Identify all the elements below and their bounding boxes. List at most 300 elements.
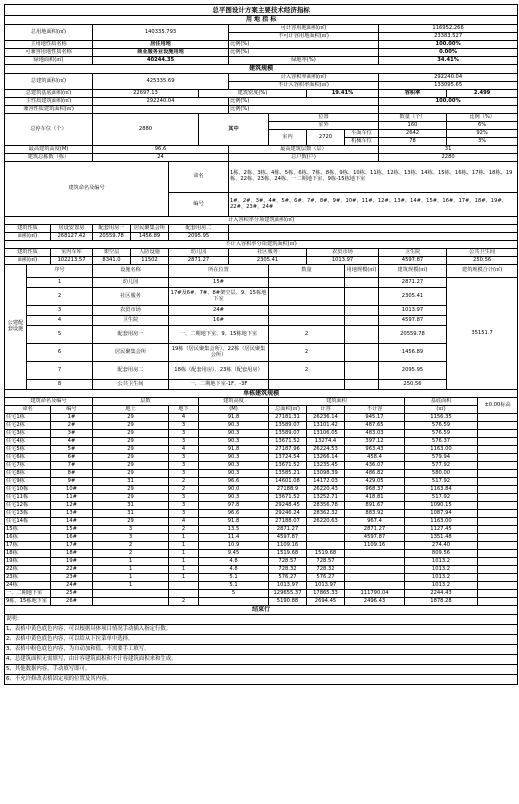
base-area: 1127.45 (405, 526, 478, 534)
nonfar-area: 418.81 (345, 494, 405, 502)
floors-below: 1 (169, 542, 199, 550)
elevation (478, 486, 518, 494)
facilities-col: 序号 (27, 265, 93, 278)
single-row (5, 518, 518, 526)
elevation (478, 502, 518, 510)
floors-below: 2 (169, 478, 199, 486)
nonfar-area: 458.4 (345, 454, 405, 462)
elevation (478, 582, 518, 590)
bldg-height: 11.4 (199, 534, 269, 542)
total-area: 728.57 (269, 558, 307, 566)
single-row (5, 430, 518, 438)
facilities-col: 所在位置 (169, 265, 269, 278)
max-height-label: 最高建筑高度(M) (5, 146, 93, 154)
total-area: 13585.21 (269, 470, 307, 478)
facility-land (345, 344, 379, 362)
floors-above: 2 (93, 550, 169, 558)
bldg-name: 一、二期地下室 (5, 590, 51, 598)
facility-location: 19栋（居民聚集会所）、22栋（居民聚集会所） (169, 344, 269, 362)
floors-below: 4 (169, 414, 199, 422)
naming-name-label: 命名 (169, 162, 229, 193)
bldg-no: 26# (51, 598, 93, 606)
far-area: 26236.14 (307, 414, 345, 422)
far-area: 13274.4 (307, 438, 345, 446)
far-area: 26220.63 (307, 518, 345, 526)
single-h2: 编号 (51, 406, 93, 414)
floors-above: 29 (93, 430, 169, 438)
floors-above: 2 (93, 542, 169, 550)
far-split-val: 20559.78 (93, 233, 131, 241)
nonfar-split-val: 8341.0 (93, 257, 131, 265)
far-area: 1013.97 (307, 582, 345, 590)
nonfar-area: 483.03 (345, 430, 405, 438)
land-b-value: 23383.527 (379, 33, 518, 41)
floors-below: 3 (169, 462, 199, 470)
parking-outdoor-ratio: 6% (447, 122, 518, 130)
naming-nums: 1#、2#、3#、4#、5#、6#、7#、8#、9#、10#、11#、12#、13#、14#、15#、16#、17#、18#、19#、22#、23#、24# (229, 193, 518, 217)
bldg-no: 24# (51, 582, 93, 590)
base-area-value: 22697.13 (93, 90, 199, 98)
facility-no: 8 (27, 380, 93, 390)
facility-name: 社区服务 (93, 288, 169, 306)
floors-below: 2 (169, 598, 199, 606)
max-floors-label: 最高建筑层数（层） (229, 146, 379, 154)
note-text: 4、总建筑面积无需填写，由计容建筑面积和不计容建筑面积来和生成。 (5, 655, 518, 665)
single-h1: 建筑面积 (269, 398, 405, 406)
parking-mech-label: 机械车位 (345, 138, 379, 146)
facility-land (345, 316, 379, 326)
compat-use-label: 兼容性质建筑面积(㎡) (5, 106, 93, 114)
bldg-name: 17栋 (5, 542, 51, 550)
facilities-col: 建筑规模合计(㎡) (447, 265, 518, 278)
single-row (5, 486, 518, 494)
far-area: 13101.42 (307, 422, 345, 430)
floors-above: 3 (93, 534, 169, 542)
far-split-col: 居民聚集会所 (131, 225, 169, 233)
bldg-no: 19# (51, 558, 93, 566)
facility-name: 幼儿园 (93, 278, 169, 288)
far-label: 容积率 (379, 90, 447, 98)
max-height-value: 96.6 (93, 146, 229, 154)
facilities-col: 建筑规模(㎡) (379, 265, 447, 278)
floors-below: 4 (169, 446, 199, 454)
bldg-no: 17# (51, 542, 93, 550)
parking-pos-header: 位置 (269, 114, 379, 122)
total-area: 27181.31 (269, 414, 307, 422)
floors-above: 1 (93, 558, 169, 566)
elevation (478, 542, 518, 550)
far-area: 26224.53 (307, 446, 345, 454)
base-area: 1351.48 (405, 534, 478, 542)
elevation (478, 446, 518, 454)
floors-below (169, 582, 199, 590)
bldg-height: 13.5 (199, 526, 269, 534)
bldg-name: 住宅5栋 (5, 446, 51, 454)
bldg-height: 5.1 (199, 574, 269, 582)
nonfar-split-val: 102213.57 (51, 257, 93, 265)
elevation (478, 478, 518, 486)
nonfar-area (345, 558, 405, 566)
households-label: 总户数(户) (229, 154, 379, 162)
note-text: 说明： (5, 615, 518, 625)
facility-location: 16# (169, 316, 269, 326)
total-area: 27188.9 (269, 486, 307, 494)
single-row (5, 526, 518, 534)
land-main-label: 主用地性质名称 (5, 41, 93, 49)
bldg-name: 住宅1栋 (5, 414, 51, 422)
building-header: 建筑规模 (5, 65, 518, 74)
single-row (5, 542, 518, 550)
floors-above: 29 (93, 422, 169, 430)
single-row (5, 590, 518, 598)
far-split-col: 建筑性质 (5, 225, 51, 233)
single-h2: 不计容 (345, 406, 405, 414)
nonfar-split-val: 面积(㎡) (5, 257, 51, 265)
bldg-height: 90.0 (199, 486, 269, 494)
floors-below: 2 (169, 486, 199, 494)
single-row (5, 510, 518, 518)
single-row (5, 446, 518, 454)
bldg-name: 住宅14栋 (5, 518, 51, 526)
bldg-height: 4.8 (199, 558, 269, 566)
far-area: 17865.33 (307, 590, 345, 598)
single-row (5, 582, 518, 590)
floors-above: 29 (93, 470, 169, 478)
floors-below (169, 590, 199, 598)
bldg-height: 91.8 (199, 414, 269, 422)
floors-below: 3 (169, 502, 199, 510)
bldg-name: 住宅13栋 (5, 510, 51, 518)
nonfar-split-col: 社区服务 (229, 249, 307, 257)
floors-below: 3 (169, 438, 199, 446)
base-area: 580.00 (405, 470, 478, 478)
base-area: 1163.00 (405, 446, 478, 454)
far-split-col: 配套用房一 (93, 225, 131, 233)
nonfar-split-val: 2305.41 (229, 257, 307, 265)
single-row (5, 558, 518, 566)
far-area-label: 计入容积率面积(㎡) (229, 74, 379, 82)
note-text: 1、表格中黄色底色内容，可以根据具体项目情况手动插入指定行数。 (5, 625, 518, 635)
nonfar-split-col: 农贸市场 (307, 249, 379, 257)
land-header: 用 地 指 标 (5, 16, 518, 25)
facility-qty (269, 278, 345, 288)
bldg-height: 90.3 (199, 462, 269, 470)
single-h1: 建筑高度 (199, 398, 269, 406)
bldg-height: 10.9 (199, 542, 269, 550)
bldg-height: 4.8 (199, 566, 269, 574)
facility-qty: 2 (269, 362, 345, 380)
floors-above: 29 (93, 462, 169, 470)
parking-mech-count: 78 (379, 138, 447, 146)
far-area: 13235.45 (307, 462, 345, 470)
nonfar-area: 968.37 (345, 486, 405, 494)
bldg-height: 91.8 (199, 446, 269, 454)
bldg-no: 4# (51, 438, 93, 446)
total-area: 728.32 (269, 566, 307, 574)
single-row (5, 454, 518, 462)
bldg-height: 96.6 (199, 510, 269, 518)
base-area: 1013.2 (405, 558, 478, 566)
total-area: 13671.52 (269, 494, 307, 502)
land-compat-ratio-label: 比例(%) (229, 49, 379, 57)
elevation (478, 590, 518, 598)
far-area: 13252.71 (307, 494, 345, 502)
bldg-height: 96.6 (199, 478, 269, 486)
facility-location: 18栋（配套用房）、23栋（配套用房） (169, 362, 269, 380)
single-h2: (㎡) (405, 406, 478, 414)
bldg-name: 19栋 (5, 558, 51, 566)
total-area: 27187.96 (269, 446, 307, 454)
far-area: 28356.78 (307, 502, 345, 510)
end-row: 结束行 (5, 606, 518, 615)
land-a-value: 116952.266 (379, 25, 518, 33)
far-area: 2694.45 (307, 598, 345, 606)
far-split-val: 1456.89 (131, 233, 169, 241)
single-row (5, 438, 518, 446)
far-split-header: 计入容积率分项建筑面积(㎡) (5, 217, 518, 225)
land-main-ratio-label: 比例(%) (229, 41, 379, 49)
nonfar-area: 1109.16 (345, 542, 405, 550)
far-area: 26220.43 (307, 486, 345, 494)
facility-location: 15# (169, 278, 269, 288)
main-use-label: 主性质建筑面积(㎡) (5, 98, 93, 106)
bldg-height (199, 598, 269, 606)
total-buildings-label: 建筑总栋数（栋） (5, 154, 93, 162)
parking-count-header: 数量（个） (379, 114, 447, 122)
notes (5, 615, 518, 685)
bldg-height: 5.1 (199, 582, 269, 590)
floors-below: 3 (169, 494, 199, 502)
floors-above: 31 (93, 502, 169, 510)
naming-label: 建筑命名及编号 (5, 162, 169, 217)
bldg-no: 23# (51, 574, 93, 582)
floors-above: 29 (93, 438, 169, 446)
single-h1: 基底面积 (405, 398, 478, 406)
far-area: 13098.39 (307, 470, 345, 478)
facility-qty: 2 (269, 326, 345, 344)
facility-area: 250.56 (379, 380, 447, 390)
nonfar-split-col: 卫生院 (379, 249, 447, 257)
compat-use-ratio-label: 比例(%) (229, 106, 379, 114)
main-table (4, 4, 518, 685)
single-row (5, 414, 518, 422)
far-split-col: 居设安置房 (51, 225, 93, 233)
far-split-blank (229, 233, 518, 241)
nonfar-area: 4597.87 (345, 534, 405, 542)
elevation (478, 574, 518, 582)
elevation (478, 550, 518, 558)
facility-no: 2 (27, 288, 93, 306)
total-area: 29246.24 (269, 510, 307, 518)
base-area: 517.92 (405, 494, 478, 502)
far-area (307, 534, 345, 542)
floors-below: 3 (169, 470, 199, 478)
nonfar-area: 436.07 (345, 462, 405, 470)
bldg-height: 90.3 (199, 454, 269, 462)
floors-above: 31 (93, 478, 169, 486)
elevation (478, 494, 518, 502)
land-total-label: 总用地面积(㎡) (5, 25, 93, 41)
bldg-height: 90.3 (199, 422, 269, 430)
nonfar-split-col: 架空层 (93, 249, 131, 257)
bldg-name: 住宅7栋 (5, 462, 51, 470)
bldg-name: 住宅12栋 (5, 502, 51, 510)
base-area: 517.92 (405, 478, 478, 486)
facility-location: 24# (169, 306, 269, 316)
land-total-value: 140335.793 (93, 25, 229, 41)
single-row (5, 422, 518, 430)
sheet-title: 总平图设计方案主要技术经济指标 (5, 5, 518, 16)
nonfar-area: 891.67 (345, 502, 405, 510)
base-area: 1013.2 (405, 582, 478, 590)
single-row (5, 550, 518, 558)
single-header: 单栋建筑规模 (5, 390, 518, 398)
single-row (5, 462, 518, 470)
facilities-col: 设施名称 (93, 265, 169, 278)
base-area: 1013.2 (405, 566, 478, 574)
facility-no: 7 (27, 362, 93, 380)
single-row (5, 478, 518, 486)
base-area: 576.59 (405, 422, 478, 430)
single-row (5, 574, 518, 582)
green-value: 40244.35 (93, 57, 229, 65)
facility-no: 3 (27, 306, 93, 316)
facility-land (345, 380, 379, 390)
bldg-name: 18栋 (5, 550, 51, 558)
single-row (5, 494, 518, 502)
note-row (5, 625, 518, 635)
bldg-name: 住宅11栋 (5, 494, 51, 502)
single-h2: 命名 (5, 406, 51, 414)
far-split-blank (229, 225, 518, 233)
facility-no: 1 (27, 278, 93, 288)
single-h2: 总面积(㎡) (269, 406, 307, 414)
elevation (478, 598, 518, 606)
far-value: 2.499 (447, 90, 518, 98)
floors-below: 1 (169, 574, 199, 582)
bldg-name: 15栋 (5, 526, 51, 534)
facility-name: 公共卫生间 (93, 380, 169, 390)
bldg-no: 8# (51, 470, 93, 478)
far-area (307, 526, 345, 534)
parking-label: 总停车位（个） (5, 114, 93, 146)
base-area: 1156.35 (405, 414, 478, 422)
far-area: 1519.68 (307, 550, 345, 558)
main-use-value: 292240.04 (93, 98, 229, 106)
floors-below: 1 (169, 558, 199, 566)
bldg-height: 97.8 (199, 502, 269, 510)
bldg-height: 90.3 (199, 438, 269, 446)
far-area: 13106.05 (307, 430, 345, 438)
bldg-name: 16栋 (5, 534, 51, 542)
land-compat-label: 可兼容用地性质名称 (5, 49, 93, 57)
floors-above (93, 590, 169, 598)
total-area: 13589.07 (269, 422, 307, 430)
main-use-ratio-label: 比例(%) (229, 98, 379, 106)
green-rate-label: 绿地率(%) (229, 57, 379, 65)
base-area: 1163.00 (405, 518, 478, 526)
floors-above: 29 (93, 486, 169, 494)
far-split-col: 配套用房二 (169, 225, 229, 233)
far-split-val: 2095.95 (169, 233, 229, 241)
nonfar-area-value: 133095.65 (379, 82, 518, 90)
bldg-no: 12# (51, 502, 93, 510)
facility-no: 6 (27, 344, 93, 362)
elevation (478, 454, 518, 462)
note-row (5, 645, 518, 655)
parking-outdoor-count: 160 (379, 122, 447, 130)
facility-area: 2095.95 (379, 362, 447, 380)
single-h1: 建筑命名及编号 (5, 398, 93, 406)
floors-below: 3 (169, 454, 199, 462)
facility-name: 配套用房二 (93, 362, 169, 380)
facility-land (345, 288, 379, 306)
single-row (5, 502, 518, 510)
facility-area: 1013.97 (379, 306, 447, 316)
floors-above: 31 (93, 510, 169, 518)
nonfar-area: 429.05 (345, 478, 405, 486)
land-compat-value: 商业服务业设施用地 (93, 49, 229, 57)
bldg-name: 住宅6栋 (5, 454, 51, 462)
land-main-ratio: 100.00% (379, 41, 518, 49)
elevation (478, 558, 518, 566)
max-floors-value: 31 (379, 146, 518, 154)
bldg-no: 14# (51, 518, 93, 526)
bldg-no: 16# (51, 534, 93, 542)
total-area: 5190.88 (269, 598, 307, 606)
far-area: 14172.03 (307, 478, 345, 486)
base-area: 2244.43 (405, 590, 478, 598)
nonfar-split-col: 幼儿园 (169, 249, 229, 257)
single-h2: 地上 (93, 406, 169, 414)
total-area: 13724.54 (269, 454, 307, 462)
bldg-height: 90.3 (199, 470, 269, 478)
facility-area: 4597.87 (379, 316, 447, 326)
nonfar-split-val: 2871.27 (169, 257, 229, 265)
floors-above: 29 (93, 414, 169, 422)
total-area: 13671.52 (269, 438, 307, 446)
total-area: 1013.97 (269, 582, 307, 590)
bldg-no: 6# (51, 454, 93, 462)
bldg-name: 住宅10栋 (5, 486, 51, 494)
base-area: 576.59 (405, 430, 478, 438)
nonfar-split-val: 1013.97 (307, 257, 379, 265)
facility-name: 居民聚集会所 (93, 344, 169, 362)
nonfar-split-header: 不计入容积率分项建筑面积(㎡) (5, 241, 518, 249)
far-area: 576.27 (307, 574, 345, 582)
parking-flat-count: 2642 (379, 130, 447, 138)
nonfar-split-col: 公共卫生间 (447, 249, 518, 257)
elevation (478, 470, 518, 478)
bldg-no: 18# (51, 550, 93, 558)
tech-index-sheet (4, 4, 515, 685)
nonfar-area: 967.4 (345, 518, 405, 526)
total-area: 1519.68 (269, 550, 307, 558)
compat-use-ratio (379, 106, 518, 114)
parking-flat-ratio: 92% (447, 130, 518, 138)
parking-flat-label: 平面车位 (345, 130, 379, 138)
nonfar-area-label: 不计入容积率面积(㎡) (229, 82, 379, 90)
note-row (5, 635, 518, 645)
bldg-name: 住宅8栋 (5, 470, 51, 478)
facility-qty (269, 380, 345, 390)
nonfar-area: 2871.27 (345, 526, 405, 534)
facility-location: 一、二期地下室、9、15栋地下室 (169, 326, 269, 344)
density-value: 19.41% (307, 90, 379, 98)
single-h2: 计容 (307, 406, 345, 414)
elevation (478, 462, 518, 470)
floors-below: 1 (169, 550, 199, 558)
